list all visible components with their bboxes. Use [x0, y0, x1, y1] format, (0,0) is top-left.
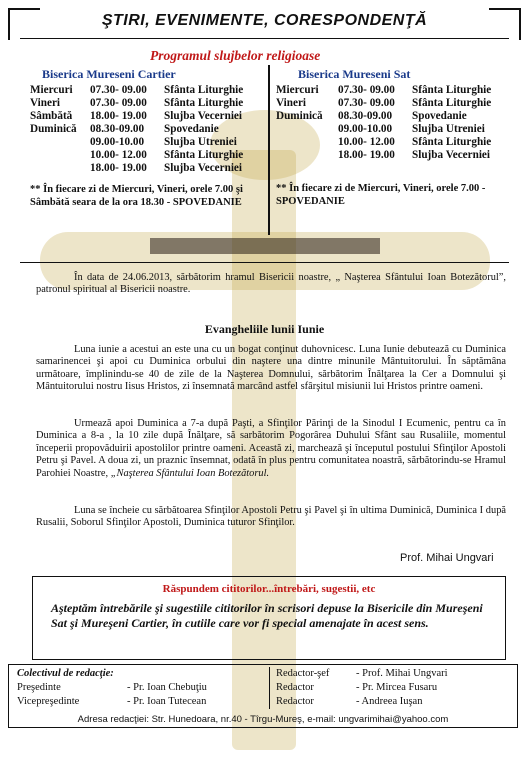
row-service: Sfânta Liturghie [164, 84, 244, 96]
row-time: 07.30- 09.00 [90, 84, 147, 96]
schedule-row [30, 97, 258, 110]
schedule-row [30, 123, 258, 136]
row-time: 10.00- 12.00 [90, 149, 147, 161]
row-time: 18.00- 19.00 [90, 110, 147, 122]
schedule-row [30, 136, 258, 149]
row-day: Duminică [30, 123, 77, 135]
schedule-cartier-box [30, 65, 258, 235]
editorial-title: Colectivul de redacţie: [17, 668, 114, 679]
editorial-member [276, 681, 521, 695]
row-service: Slujba Vecerniei [412, 149, 491, 161]
gospel-paragraph-1: Luna iunie a acestui an este una cu un bogat conţinut duhovnicesc. Luna Iunie debutează cu Duminica samarinencei şi apoi cu Duminica orbului din naştere una dintre minunile Mântuitorului. În săptămâna următoare, împlinindu-se 40 de zile de la Naşterea Domnului, sărbătorim Înălţarea la Cer a Domnului şi Mântuitorului nostru Iisus Hristos, zi însemnată marcând astfel sfârşitul misiunii lui Hristos printre oameni. [36, 344, 506, 393]
schedule-row [276, 84, 512, 97]
gospel-paragraph-2-text: Urmează apoi Duminica a 7-a după Paşti, a Sfinţilor Părinţi de la Sinodul I Ecumenic, pentru ca în Duminica a 8-a , la 10 zile după Înălţare, să sarbătorim Pogorârea Duhului Sfânt sau Rusaliile, momentul începerii propovăduirii apostolilor printre oameni. Această zi, marchează şi începutul postului Sfinţilor Apostoli Petru şi Pavel. A doua zi, un praznic însemnat, odată în plus pentru comunitatea noastră, sărbătorindu-se Hramul Parohiei Noastre, [36, 418, 506, 479]
intro-paragraph: În data de 24.06.2013, sărbătorim hramul Bisericii noastre, „ Naşterea Sfântului Ioan Botezătorul”, patronul spiritual al Bisericii noastre. [36, 272, 506, 296]
row-day: Duminică [276, 110, 323, 122]
schedule-row [30, 149, 258, 162]
member-role: Redactor [276, 696, 314, 707]
schedule-sat-box [268, 65, 512, 235]
schedule-row [276, 97, 512, 110]
schedule-row [276, 149, 512, 162]
member-name: - Pr. Mircea Fusaru [356, 682, 438, 693]
frame-top-line [20, 38, 509, 39]
row-day: Miercuri [276, 84, 319, 96]
member-role: Vicepreşedinte [17, 696, 80, 707]
editorial-box [8, 664, 518, 728]
row-service: Sfânta Liturghie [412, 97, 492, 109]
editorial-member [17, 681, 267, 695]
schedule-row [276, 136, 512, 149]
row-time: 18.00- 19.00 [90, 162, 147, 174]
schedule-cartier-table [30, 84, 258, 175]
row-day [276, 149, 338, 162]
schedule-row [276, 110, 512, 123]
row-service: Sfânta Liturghie [412, 136, 492, 148]
signature: Prof. Mihai Ungvari [400, 552, 494, 564]
row-day: Vineri [30, 97, 61, 109]
gospel-paragraph-3: Luna se încheie cu sărbătoarea Sfinţilor Apostoli Petru şi Pavel şi în ultima Duminică, Duminica I după Rusalii, Soborul Sfinţilor Apostoli, Duminica tuturor Sfinţilor. [36, 505, 506, 529]
editorial-address: Adresa redacţiei: Str. Hunedoara, nr.40 - Tîrgu-Mureş, e-mail: ungvarimihai@yahoo.com [77, 714, 449, 725]
member-name: - Andreea Iuşan [356, 696, 423, 707]
row-time: 07.30- 09.00 [338, 84, 395, 96]
row-service: Slujba Vecerniei [164, 110, 243, 122]
schedule-sat-note: ** În fiecare zi de Miercuri, Vineri, orele 7.00 - SPOVEDANIE [276, 183, 486, 207]
schedule-sat-table [276, 84, 512, 162]
row-time: 07.30- 09.00 [90, 97, 147, 109]
schedule-cartier-note: ** În fiecare zi de Miercuri, Vineri, orele 7.00 şi Sâmbătă seara de la ora 18.30 - SPOVEDANIE [30, 184, 243, 208]
row-day: Sâmbătă [30, 110, 73, 122]
schedule-bottom-line [20, 262, 509, 263]
member-name: - Prof. Mihai Ungvari [356, 668, 448, 679]
member-name: - Pr. Ioan Chebuţiu [127, 682, 207, 693]
row-day [276, 123, 338, 136]
responses-title: Răspundem cititorilor...întrebări, sugestii, etc [162, 583, 376, 595]
row-service: Slujba Vecerniei [164, 162, 243, 174]
row-time: 08.30-09.00 [338, 110, 393, 122]
row-day: Vineri [276, 97, 307, 109]
editorial-member [17, 695, 267, 709]
schedule-row [30, 110, 258, 123]
editorial-member [276, 695, 521, 709]
row-service: Slujba Utreniei [412, 123, 485, 135]
schedule-row [30, 162, 258, 175]
editorial-left [17, 667, 267, 709]
member-role: Redactor-şef [276, 668, 330, 679]
schedule-row [30, 84, 258, 97]
row-time: 07.30- 09.00 [338, 97, 395, 109]
responses-box [32, 576, 506, 660]
crucifix-bar [150, 238, 380, 254]
row-service: Spovedanie [164, 123, 219, 135]
gospel-heading: Evangheliile lunii Iunie [204, 322, 325, 336]
church-title-cartier: Biserica Mureseni Cartier [42, 67, 176, 81]
row-service: Spovedanie [412, 110, 467, 122]
row-service: Sfânta Liturghie [412, 84, 492, 96]
row-service: Slujba Utreniei [164, 136, 237, 148]
member-name: - Pr. Ioan Tutecean [127, 696, 207, 707]
row-service: Sfânta Liturghie [164, 149, 244, 161]
row-time: 10.00- 12.00 [338, 136, 395, 148]
row-service: Sfânta Liturghie [164, 97, 244, 109]
schedule-row [276, 123, 512, 136]
row-time: 18.00- 19.00 [338, 149, 395, 161]
row-time: 09.00-10.00 [338, 123, 393, 135]
page-title: ŞTIRI, EVENIMENTE, CORESPONDENŢĂ [101, 12, 428, 29]
row-day [276, 136, 338, 149]
responses-text: Aşteptăm întrebările şi sugestiile cititorilor în scrisori depuse la Bisericile din Mureşeni Sat şi Mureşeni Cartier, în cutiile care vor fi special amenajate în acest sens. [51, 601, 483, 630]
editorial-member [276, 667, 521, 681]
member-role: Redactor [276, 682, 314, 693]
row-time: 08.30-09.00 [90, 123, 145, 135]
editorial-right [269, 667, 521, 709]
member-role: Preşedinte [17, 682, 61, 693]
row-day [30, 136, 90, 149]
row-day [30, 162, 90, 175]
gospel-paragraph-2-italic: „Naşterea Sfântului Ioan Botezătorul. [110, 467, 270, 479]
church-title-sat: Biserica Mureseni Sat [298, 67, 411, 81]
gospel-paragraph-2 [36, 418, 506, 480]
row-day: Miercuri [30, 84, 73, 96]
row-day [30, 149, 90, 162]
program-title: Programul slujbelor religioase [150, 48, 321, 63]
row-time: 09.00-10.00 [90, 136, 145, 148]
